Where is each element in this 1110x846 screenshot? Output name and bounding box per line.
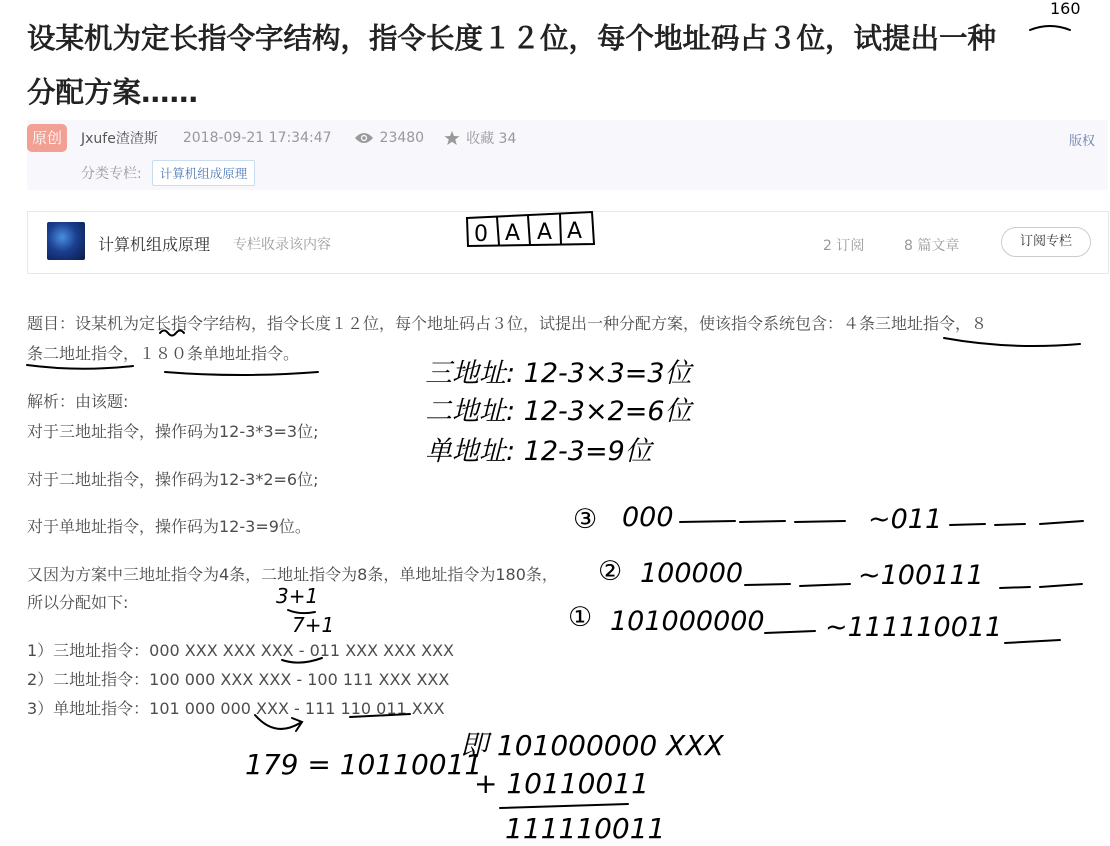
title-line-1: 设某机为定长指令字结构，指令长度１２位，每个地址码占３位，试提出一种: [27, 22, 997, 55]
meta-info-row: [81, 128, 516, 148]
column-card: [27, 211, 1109, 274]
range1-tag: ①: [568, 602, 593, 633]
analysis-intro: 解析：由该题:: [27, 392, 129, 411]
range1-start: 101000000: [610, 606, 765, 637]
calc-three-address: 三地址: 12-3×3=3位: [425, 358, 692, 389]
instruction-counts: 又因为方案中三地址指令为4条，二地址指令为8条，单地址指令为180条，: [27, 565, 558, 584]
three-address-opcode: 对于三地址指令，操作码为12-3*3=3位;: [27, 422, 319, 441]
question-line-2: 条二地址指令，１８０条单地址指令。: [27, 344, 300, 363]
column-logo[interactable]: [47, 222, 85, 260]
calc-one-address: 单地址: 12-3=9位: [425, 436, 652, 467]
box-cell-0: 0: [474, 222, 488, 247]
range1-end: ~111110011: [825, 612, 1003, 643]
title-line-2: 分配方案……: [27, 76, 199, 109]
star-icon: [444, 130, 460, 146]
favorite-count: 收藏 34: [466, 131, 517, 147]
original-badge: 原创: [27, 124, 67, 152]
allocation-one-address: 3）单地址指令：101 000 000 XXX - 111 110 011 XXX: [27, 699, 445, 718]
box-cell-1: A: [505, 221, 521, 246]
publish-date: 2018-09-21 17:34:47: [182, 130, 332, 146]
view-count-value: 23480: [379, 130, 425, 146]
one-address-opcode: 对于单地址指令，操作码为12-3=9位。: [27, 517, 311, 536]
column-subscriber-count: 2 订阅: [823, 238, 865, 254]
allocation-three-address: 1）三地址指令：000 XXX XXX XXX - 011 XXX XXX XXX: [27, 641, 455, 660]
article-title: [27, 12, 1102, 120]
note-3-plus-1: 3+1: [276, 584, 319, 608]
note-160: 160: [1050, 0, 1081, 18]
range3-start: 000: [622, 502, 674, 533]
column-article-count: 8 篇文章: [904, 238, 960, 254]
category-tag[interactable]: 计算机组成原理: [152, 160, 256, 186]
subscribe-column-button[interactable]: 订阅专栏: [1001, 227, 1091, 257]
note-plus: + 10110011: [474, 767, 649, 800]
allocation-two-address: 2）二地址指令：100 000 XXX XXX - 100 111 XXX XXX: [27, 670, 450, 689]
column-name[interactable]: 计算机组成原理: [98, 235, 211, 254]
note-equivalent: 即 101000000 XXX: [460, 729, 724, 762]
article-meta-box: [27, 120, 1108, 190]
note-result: 111110011: [505, 812, 666, 845]
view-count: [354, 130, 425, 146]
box-cell-3: A: [567, 219, 583, 244]
range2-start: 100000: [640, 558, 744, 589]
box-cell-2: A: [537, 220, 553, 245]
eye-icon: [354, 131, 374, 145]
calc-two-address: 二地址: 12-3×2=6位: [425, 396, 692, 427]
allocation-heading: 所以分配如下:: [27, 593, 129, 612]
column-description: 专栏收录该内容: [233, 237, 331, 253]
copyright-link[interactable]: 版权: [1068, 134, 1095, 149]
range3-tag: ③: [573, 504, 598, 535]
two-address-opcode: 对于二地址指令，操作码为12-3*2=6位;: [27, 470, 319, 489]
category-label: 分类专栏:: [81, 166, 142, 182]
note-179-binary: 179 = 10110011: [245, 748, 483, 781]
range3-end: ~011: [868, 504, 943, 535]
question-line-1: 题目：设某机为定长指令字结构，指令长度１２位，每个地址码占３位，试提出一种分配方案，使该指令系统包含：４条三地址指令，８: [27, 314, 988, 333]
favorite-button[interactable]: [444, 128, 516, 148]
note-7-plus-1: 7+1: [292, 613, 335, 637]
category-row: [81, 160, 255, 186]
range2-tag: ②: [598, 556, 623, 587]
range2-end: ~100111: [858, 560, 984, 591]
author-link[interactable]: Jxufe渣渣斯: [81, 131, 158, 147]
